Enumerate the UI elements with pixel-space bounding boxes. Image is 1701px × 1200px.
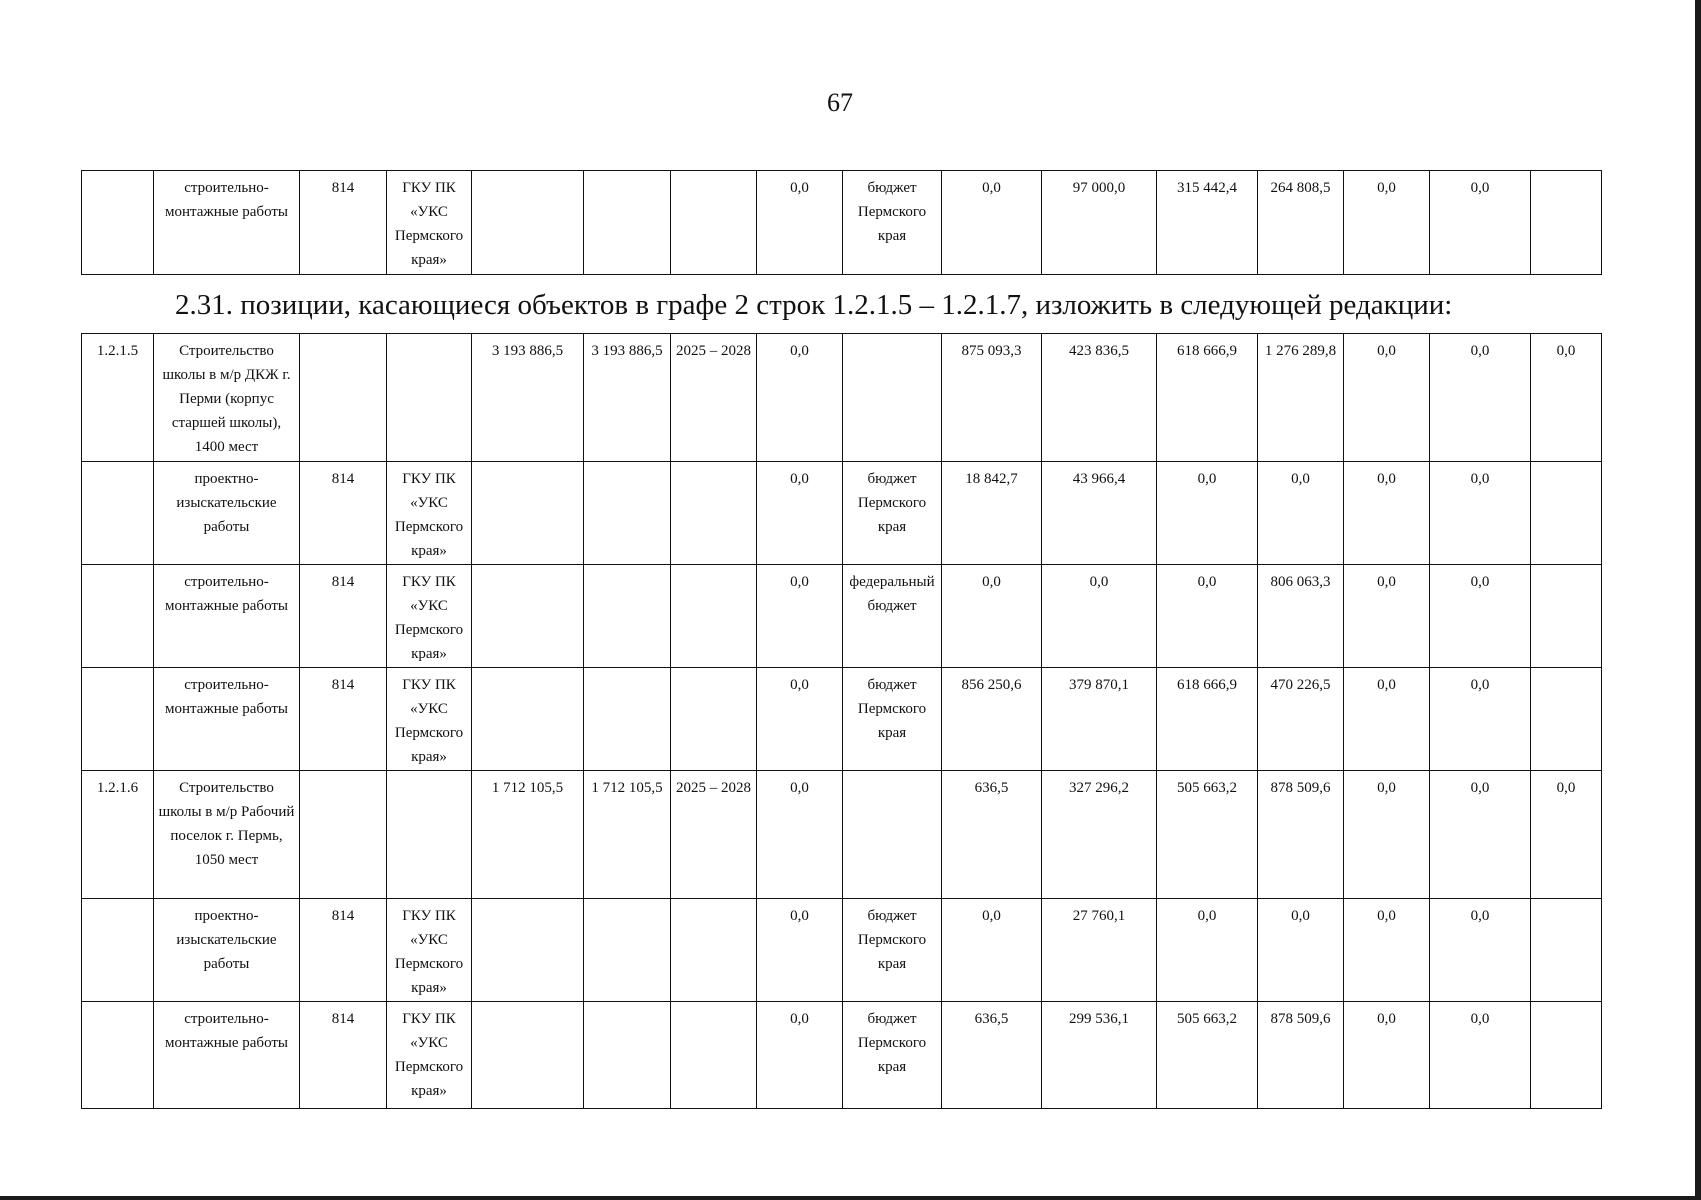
table-cell: 1.2.1.6 bbox=[82, 771, 154, 899]
table-cell bbox=[82, 668, 154, 771]
table-cell: бюджет Пермского края bbox=[843, 1002, 942, 1109]
table-cell: 0,0 bbox=[1430, 171, 1531, 275]
table-cell bbox=[584, 899, 671, 1002]
table-cell bbox=[82, 1002, 154, 1109]
table-cell: 1.2.1.5 bbox=[82, 334, 154, 462]
table-cell bbox=[1531, 462, 1602, 565]
table-cell: строительно-монтажные работы bbox=[154, 668, 300, 771]
table-cell: ГКУ ПК «УКС Пермского края» bbox=[387, 1002, 472, 1109]
table-cell: ГКУ ПК «УКС Пермского края» bbox=[387, 668, 472, 771]
table-cell: 618 666,9 bbox=[1157, 334, 1258, 462]
table-cell bbox=[1531, 565, 1602, 668]
table-cell: 0,0 bbox=[757, 565, 843, 668]
table-cell: 0,0 bbox=[1430, 565, 1531, 668]
table-row bbox=[82, 565, 1602, 668]
table-cell: проектно-изыскательские работы bbox=[154, 899, 300, 1002]
table-cell: ГКУ ПК «УКС Пермского края» bbox=[387, 171, 472, 275]
table-cell bbox=[472, 668, 584, 771]
table-cell: бюджет Пермского края bbox=[843, 668, 942, 771]
table-cell: 0,0 bbox=[1344, 565, 1430, 668]
table-cell: 3 193 886,5 bbox=[584, 334, 671, 462]
table-cell bbox=[472, 899, 584, 1002]
page-number: 67 bbox=[827, 88, 853, 117]
table-cell: 814 bbox=[300, 668, 387, 771]
table-cell: 814 bbox=[300, 899, 387, 1002]
table-cell: 875 093,3 bbox=[942, 334, 1042, 462]
table-cell: 806 063,3 bbox=[1258, 565, 1344, 668]
table-cell: ГКУ ПК «УКС Пермского края» bbox=[387, 462, 472, 565]
table-cell: 0,0 bbox=[1344, 899, 1430, 1002]
table-cell: 423 836,5 bbox=[1042, 334, 1157, 462]
table-cell: 0,0 bbox=[757, 462, 843, 565]
table-cell: 0,0 bbox=[1430, 668, 1531, 771]
table-cell: 0,0 bbox=[1344, 462, 1430, 565]
table-cell: федеральный бюджет bbox=[843, 565, 942, 668]
table-cell: 0,0 bbox=[757, 668, 843, 771]
table-cell: 3 193 886,5 bbox=[472, 334, 584, 462]
table-cell: 97 000,0 bbox=[1042, 171, 1157, 275]
table-cell: 878 509,6 bbox=[1258, 771, 1344, 899]
table-cell: 0,0 bbox=[942, 565, 1042, 668]
table-cell: 0,0 bbox=[1258, 899, 1344, 1002]
table-cell bbox=[671, 462, 757, 565]
table-cell bbox=[584, 668, 671, 771]
table-cell: бюджет Пермского края bbox=[843, 462, 942, 565]
scan-edge-bottom bbox=[0, 1196, 1701, 1200]
table-cell: ГКУ ПК «УКС Пермского края» bbox=[387, 565, 472, 668]
table-cell bbox=[82, 171, 154, 275]
table-cell: 0,0 bbox=[757, 334, 843, 462]
table-cell bbox=[671, 171, 757, 275]
table-cell bbox=[1531, 1002, 1602, 1109]
section-heading: 2.31. позиции, касающиеся объектов в графе 2 строк 1.2.1.5 – 1.2.1.7, изложить в следующей редакции: bbox=[175, 289, 1453, 321]
objects-table bbox=[81, 333, 1602, 1109]
table-cell bbox=[387, 334, 472, 462]
table-cell: 0,0 bbox=[1344, 171, 1430, 275]
table-cell bbox=[1531, 171, 1602, 275]
table-cell: 814 bbox=[300, 565, 387, 668]
table-cell: 327 296,2 bbox=[1042, 771, 1157, 899]
table-cell: 0,0 bbox=[1430, 771, 1531, 899]
table-cell bbox=[300, 334, 387, 462]
table-cell: 814 bbox=[300, 462, 387, 565]
table-row bbox=[82, 171, 1602, 275]
table-cell: 814 bbox=[300, 171, 387, 275]
table-cell: 0,0 bbox=[757, 171, 843, 275]
table-cell: бюджет Пермского края bbox=[843, 171, 942, 275]
table-cell bbox=[472, 1002, 584, 1109]
table-cell bbox=[472, 565, 584, 668]
table-cell: 315 442,4 bbox=[1157, 171, 1258, 275]
table-cell: 0,0 bbox=[1430, 462, 1531, 565]
table-cell: 636,5 bbox=[942, 1002, 1042, 1109]
table-cell bbox=[1531, 899, 1602, 1002]
table-row bbox=[82, 334, 1602, 462]
table-cell: 0,0 bbox=[1157, 899, 1258, 1002]
table-cell bbox=[584, 462, 671, 565]
table-cell bbox=[584, 565, 671, 668]
scan-edge-right bbox=[1695, 0, 1701, 1200]
table-cell: 1 712 105,5 bbox=[472, 771, 584, 899]
table-cell: 299 536,1 bbox=[1042, 1002, 1157, 1109]
table-cell: проектно-изыскательские работы bbox=[154, 462, 300, 565]
table-cell: 0,0 bbox=[1531, 334, 1602, 462]
table-cell bbox=[671, 565, 757, 668]
table-cell: строительно-монтажные работы bbox=[154, 565, 300, 668]
table-cell bbox=[82, 462, 154, 565]
table-cell: 636,5 bbox=[942, 771, 1042, 899]
table-cell: 18 842,7 bbox=[942, 462, 1042, 565]
table-cell: 2025 – 2028 bbox=[671, 334, 757, 462]
table-cell: 0,0 bbox=[757, 771, 843, 899]
table-row bbox=[82, 668, 1602, 771]
table-cell: 618 666,9 bbox=[1157, 668, 1258, 771]
table-cell: 0,0 bbox=[1430, 334, 1531, 462]
table-cell bbox=[300, 771, 387, 899]
table-cell bbox=[843, 771, 942, 899]
table-cell: 379 870,1 bbox=[1042, 668, 1157, 771]
table-row bbox=[82, 462, 1602, 565]
table-cell bbox=[82, 565, 154, 668]
table-cell: 0,0 bbox=[1344, 668, 1430, 771]
table-cell: 0,0 bbox=[1344, 771, 1430, 899]
table-cell: 0,0 bbox=[757, 899, 843, 1002]
table-cell: 0,0 bbox=[1157, 565, 1258, 668]
table-cell: 0,0 bbox=[1258, 462, 1344, 565]
continued-table bbox=[81, 170, 1602, 275]
table-cell: Строительство школы в м/р Рабочий поселок г. Пермь, 1050 мест bbox=[154, 771, 300, 899]
table-cell bbox=[671, 899, 757, 1002]
table-cell: 0,0 bbox=[942, 899, 1042, 1002]
table-cell bbox=[671, 668, 757, 771]
table-cell: 0,0 bbox=[1430, 899, 1531, 1002]
table-cell: 0,0 bbox=[1430, 1002, 1531, 1109]
table-cell: ГКУ ПК «УКС Пермского края» bbox=[387, 899, 472, 1002]
table-cell bbox=[584, 171, 671, 275]
table-cell: 814 bbox=[300, 1002, 387, 1109]
table-cell: 878 509,6 bbox=[1258, 1002, 1344, 1109]
table-cell: 27 760,1 bbox=[1042, 899, 1157, 1002]
table-cell: 43 966,4 bbox=[1042, 462, 1157, 565]
table-cell: 0,0 bbox=[942, 171, 1042, 275]
table-cell: 0,0 bbox=[1042, 565, 1157, 668]
table-cell bbox=[843, 334, 942, 462]
table-cell: строительно-монтажные работы bbox=[154, 171, 300, 275]
table-cell bbox=[387, 771, 472, 899]
table-cell: 0,0 bbox=[1531, 771, 1602, 899]
table-cell bbox=[82, 899, 154, 1002]
table-cell: Строительство школы в м/р ДКЖ г. Перми (корпус старшей школы), 1400 мест bbox=[154, 334, 300, 462]
table-cell: 2025 – 2028 bbox=[671, 771, 757, 899]
table-cell: 856 250,6 bbox=[942, 668, 1042, 771]
table-cell: 1 712 105,5 bbox=[584, 771, 671, 899]
table-cell: 505 663,2 bbox=[1157, 1002, 1258, 1109]
table-cell bbox=[671, 1002, 757, 1109]
table-cell: 0,0 bbox=[757, 1002, 843, 1109]
table-cell: 1 276 289,8 bbox=[1258, 334, 1344, 462]
table-cell: 0,0 bbox=[1344, 1002, 1430, 1109]
table-row bbox=[82, 1002, 1602, 1109]
table-cell: 264 808,5 bbox=[1258, 171, 1344, 275]
table-row bbox=[82, 899, 1602, 1002]
table-cell bbox=[1531, 668, 1602, 771]
table-cell bbox=[472, 171, 584, 275]
table-cell: 470 226,5 bbox=[1258, 668, 1344, 771]
table-cell: 0,0 bbox=[1157, 462, 1258, 565]
table-cell: 0,0 bbox=[1344, 334, 1430, 462]
table-cell: 505 663,2 bbox=[1157, 771, 1258, 899]
table-cell: бюджет Пермского края bbox=[843, 899, 942, 1002]
table-cell bbox=[472, 462, 584, 565]
table-cell: строительно-монтажные работы bbox=[154, 1002, 300, 1109]
table-cell bbox=[584, 1002, 671, 1109]
table-row bbox=[82, 771, 1602, 899]
